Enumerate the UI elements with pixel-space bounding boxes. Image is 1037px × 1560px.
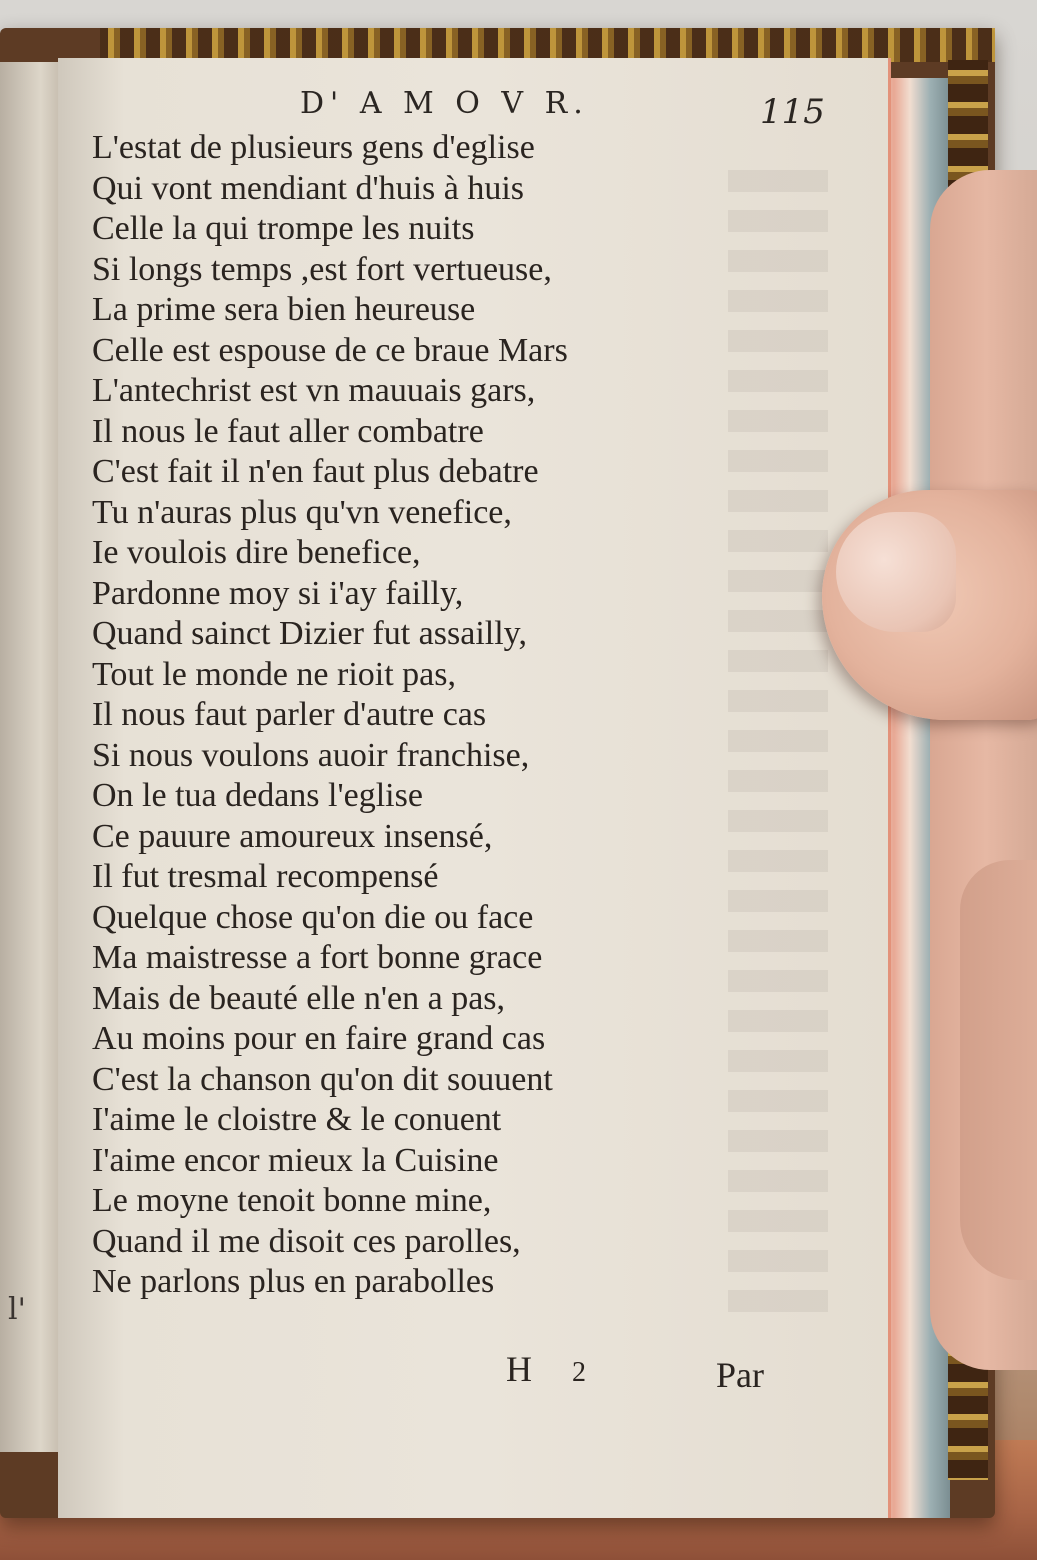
- verse-line: L'estat de plusieurs gens d'eglise: [92, 129, 535, 166]
- catchword: Par: [716, 1355, 764, 1395]
- verse-line: Quelque chose qu'on die ou face: [92, 898, 534, 936]
- signature-number: 2: [572, 1357, 586, 1388]
- thumb-nail: [836, 512, 956, 632]
- gilt-border-top: [100, 28, 995, 62]
- verse-line: Mais de beauté elle n'en a pas,: [92, 979, 506, 1017]
- verse-line: Tout le monde ne rioit pas,: [92, 655, 456, 693]
- left-page-mark: l': [8, 1292, 26, 1327]
- signature-letter: H: [506, 1349, 532, 1389]
- verse-line: Tu n'auras plus qu'vn venefice,: [92, 493, 512, 531]
- verse-line: Quand il me disoit ces parolles,: [92, 1222, 521, 1260]
- left-page-edge: [0, 62, 58, 1452]
- verse-line: Il fut tresmal recompensé: [92, 858, 439, 895]
- verse-line: L'antechrist est vn mauuais gars,: [92, 372, 536, 409]
- verse-line: On le tua dedans l'eglise: [92, 777, 423, 814]
- verse-line: Qui vont mendiant d'huis à huis: [92, 169, 525, 207]
- verse-line: Le moyne tenoit bonne mine,: [92, 1182, 492, 1219]
- verse-line: Si longs temps ,est fort vertueuse,: [92, 250, 552, 288]
- verse-line: La prime sera bien heureuse: [92, 291, 476, 328]
- verse-line: Ma maistresse a fort bonne grace: [92, 939, 543, 976]
- verse-lines: [92, 128, 568, 1303]
- verse-line: Si nous voulons auoir franchise,: [92, 736, 530, 774]
- finger: [960, 860, 1037, 1280]
- verse-line: Quand sainct Dizier fut assailly,: [92, 615, 527, 652]
- verse-line: Celle est espouse de ce braue Mars: [92, 331, 568, 369]
- verse-line: C'est fait il n'en faut plus debatre: [92, 453, 539, 490]
- verse-line: Il nous le faut aller combatre: [92, 412, 484, 450]
- verse-line: Il nous faut parler d'autre cas: [92, 696, 487, 733]
- show-through-text: [728, 170, 828, 1320]
- verse-line: I'aime encor mieux la Cuisine: [92, 1141, 499, 1179]
- verse-line: Ce pauure amoureux insensé,: [92, 817, 493, 855]
- verse-line: Pardonne moy si i'ay failly,: [92, 574, 464, 612]
- verse-line: C'est la chanson qu'on dit souuent: [92, 1060, 553, 1098]
- verse-line: Au moins pour en faire grand cas: [92, 1020, 546, 1057]
- running-head: D' A M O V R.: [300, 86, 589, 121]
- verse-line: I'aime le cloistre & le conuent: [92, 1101, 502, 1138]
- signature-mark: [506, 1348, 586, 1390]
- page-number: 115: [760, 92, 825, 132]
- verse-line: Ie voulois dire benefice,: [92, 534, 421, 571]
- verse-line: Ne parlons plus en parabolles: [92, 1263, 495, 1300]
- verse-line: Celle la qui trompe les nuits: [92, 210, 475, 247]
